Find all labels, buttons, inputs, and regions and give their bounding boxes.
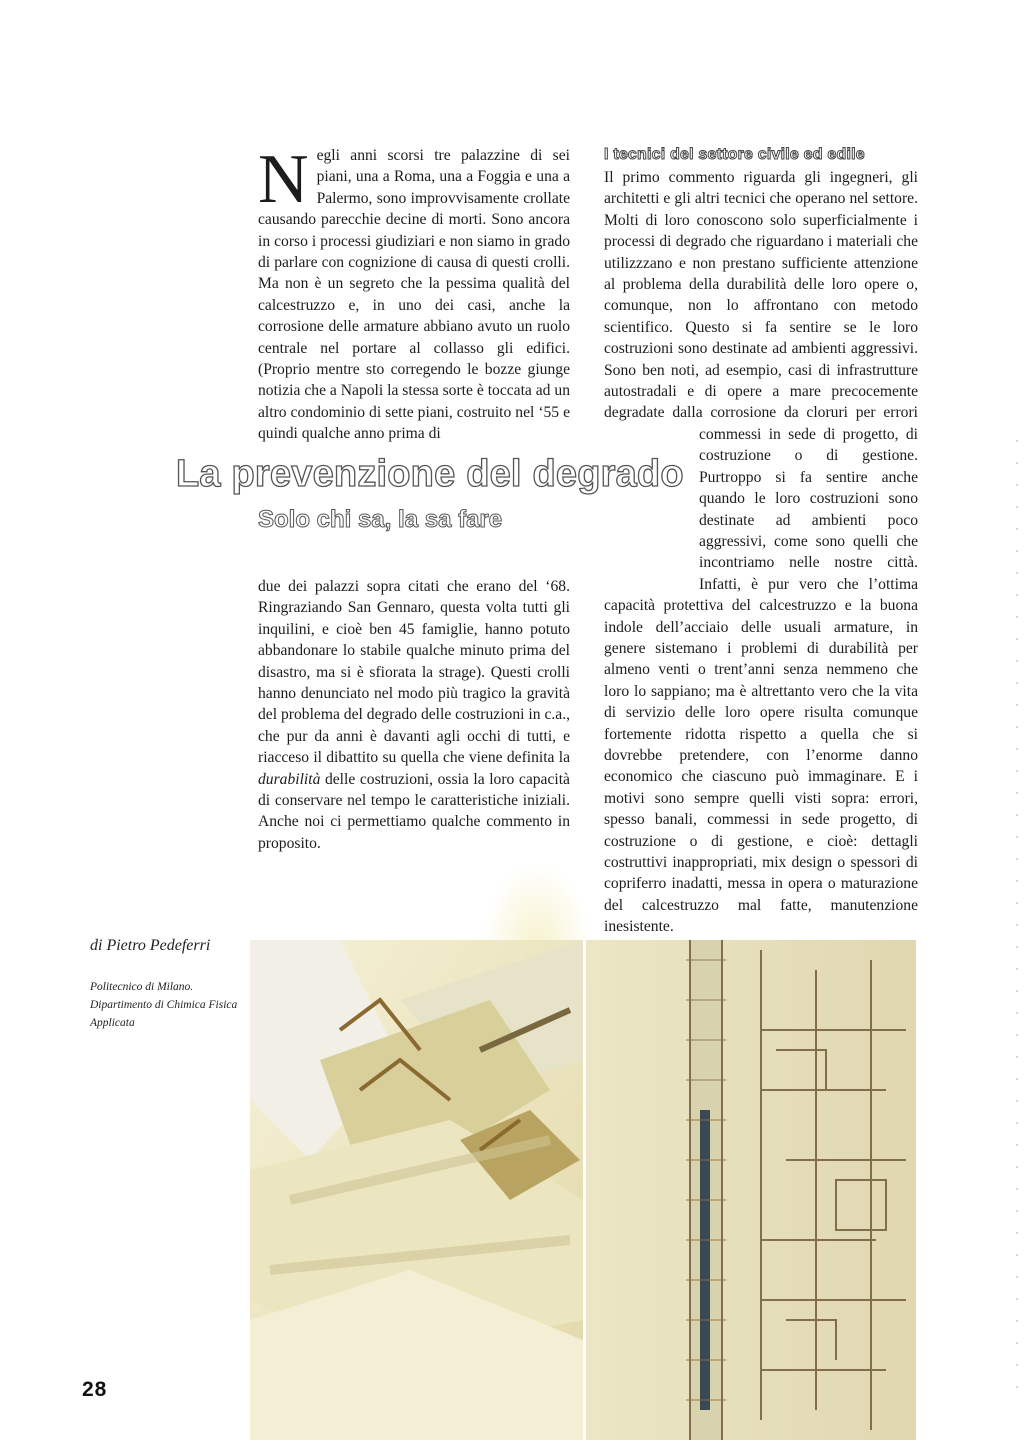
article-title: La prevenzione del degrado	[176, 453, 684, 495]
photo-damaged-concrete-corner	[250, 940, 583, 1440]
author-affiliation	[90, 978, 240, 1032]
continuation-paragraph	[258, 576, 570, 854]
drop-cap: N	[258, 141, 309, 218]
section-paragraph	[604, 167, 918, 938]
section-text: Il primo commento riguarda gli ingegneri, gli architetti e gli altri tecnici che operano nel settore. Molti di loro conoscono solo superficialmente i processi di degrado che riguardano i materiali che utilizzzano e non prestano sufficiente attenzione al problema della durabilità delle loro opere o, comunque, non lo affrontano con metodo scientifico. Questo si fa sentire se le loro costruzioni sono destinate ad ambienti aggressivi. Sono ben noti, ad esempio, casi di infrastrutture autostradali e di opere a mare precocemente degradate dalla corrosione da cloruri per errori commessi in sede di progetto, di costruzione o di gestione. Purtroppo si fa sentire anche quando le loro costruzioni sono destinate ad ambienti poco aggressivi, come sono quelli che incontriamo nelle nostre città. Infatti, è pur vero che l’ottima capacità protettiva del calcestruzzo e la buona indole dell’acciaio delle usuali armature, in genere sistemano i problemi di durabilità per almeno venti o trent’anni senza nemmeno che loro lo sappiano; ma è altrettanto vero che la vita di servizio delle loro opere risulta comunque fortemente ridotta rispetto a quella che si dovrebbe pretendere, con l’enorme danno economico che ciascuno può immaginare. E i motivi sono sempre quelli visti sopra: errori, spesso banali, commessi in sede progetto, di costruzione o di gestione, e cioè: dettagli costruttivi inappropriati, mix design o spessori di copriferro inadatti, messa in opera o maturazione del calcestruzzo mal fatte, manutenzione inesistente.	[604, 169, 918, 936]
photo-exposed-rebar-wall	[586, 940, 916, 1440]
author-byline: di Pietro Pedeferri	[90, 937, 211, 954]
page-number: 28	[82, 1378, 108, 1401]
affiliation-university: Politecnico di Milano.	[90, 981, 194, 993]
opening-paragraph	[258, 141, 570, 445]
affiliation-department: Dipartimento di Chimica Fisica Applicata	[90, 999, 238, 1029]
photo-right-illustration	[586, 940, 916, 1440]
section-heading: I tecnici del settore civile ed edile	[604, 146, 865, 163]
article-subtitle: Solo chi sa, la sa fare	[258, 506, 503, 533]
page-edge-marks	[1016, 440, 1018, 1400]
opening-text: egli anni scorsi tre palazzine di sei piani, una a Roma, una a Foggia e una a Palermo, sono improvvisamente crollate causando parecchie decine di morti. Sono ancora in corso i processi giudiziari e non siamo in grado di parlare con cognizione di causa di questi crolli. Ma non è un segreto che la pessima qualità del calcestruzzo e, in uno dei casi, anche la corrosione delle armature abbiano avuto un ruolo centrale nel portare al collasso gli edifici. (Proprio mentre sto corregendo le bozze giunge notizia che a Napoli la stessa sorte è toccata ad un altro condominio di sette piani, costruito nel ‘55 e quindi qualche anno prima di	[258, 147, 570, 443]
emphasis-durabilita: durabilità	[258, 770, 321, 788]
photo-left-illustration	[250, 940, 583, 1440]
article-column-1-top	[258, 141, 570, 445]
continuation-text-b: delle costruzioni, ossia la loro capacità di conservare nel tempo le caratteristiche iniziali. Anche noi ci permettiamo qualche commento in proposito.	[258, 770, 570, 852]
article-column-2	[604, 145, 918, 980]
continuation-text-a: due dei palazzi sopra citati che erano del ‘68. Ringraziando San Gennaro, questa volta tutti gli inquilini, e cioè ben 45 famiglie, hanno potuto abbandonare lo stabile qualche minuto prima del disastro, ma si è sfiorata la strage). Questi crolli hanno denunciato nel modo più tragico la gravità del problema del degrado delle costruzioni in c.a., che pur da anni è davanti agli occhi di tutti, e riacceso il dibattito su quella che viene definita la	[258, 578, 570, 767]
article-column-1-bottom	[258, 576, 570, 854]
